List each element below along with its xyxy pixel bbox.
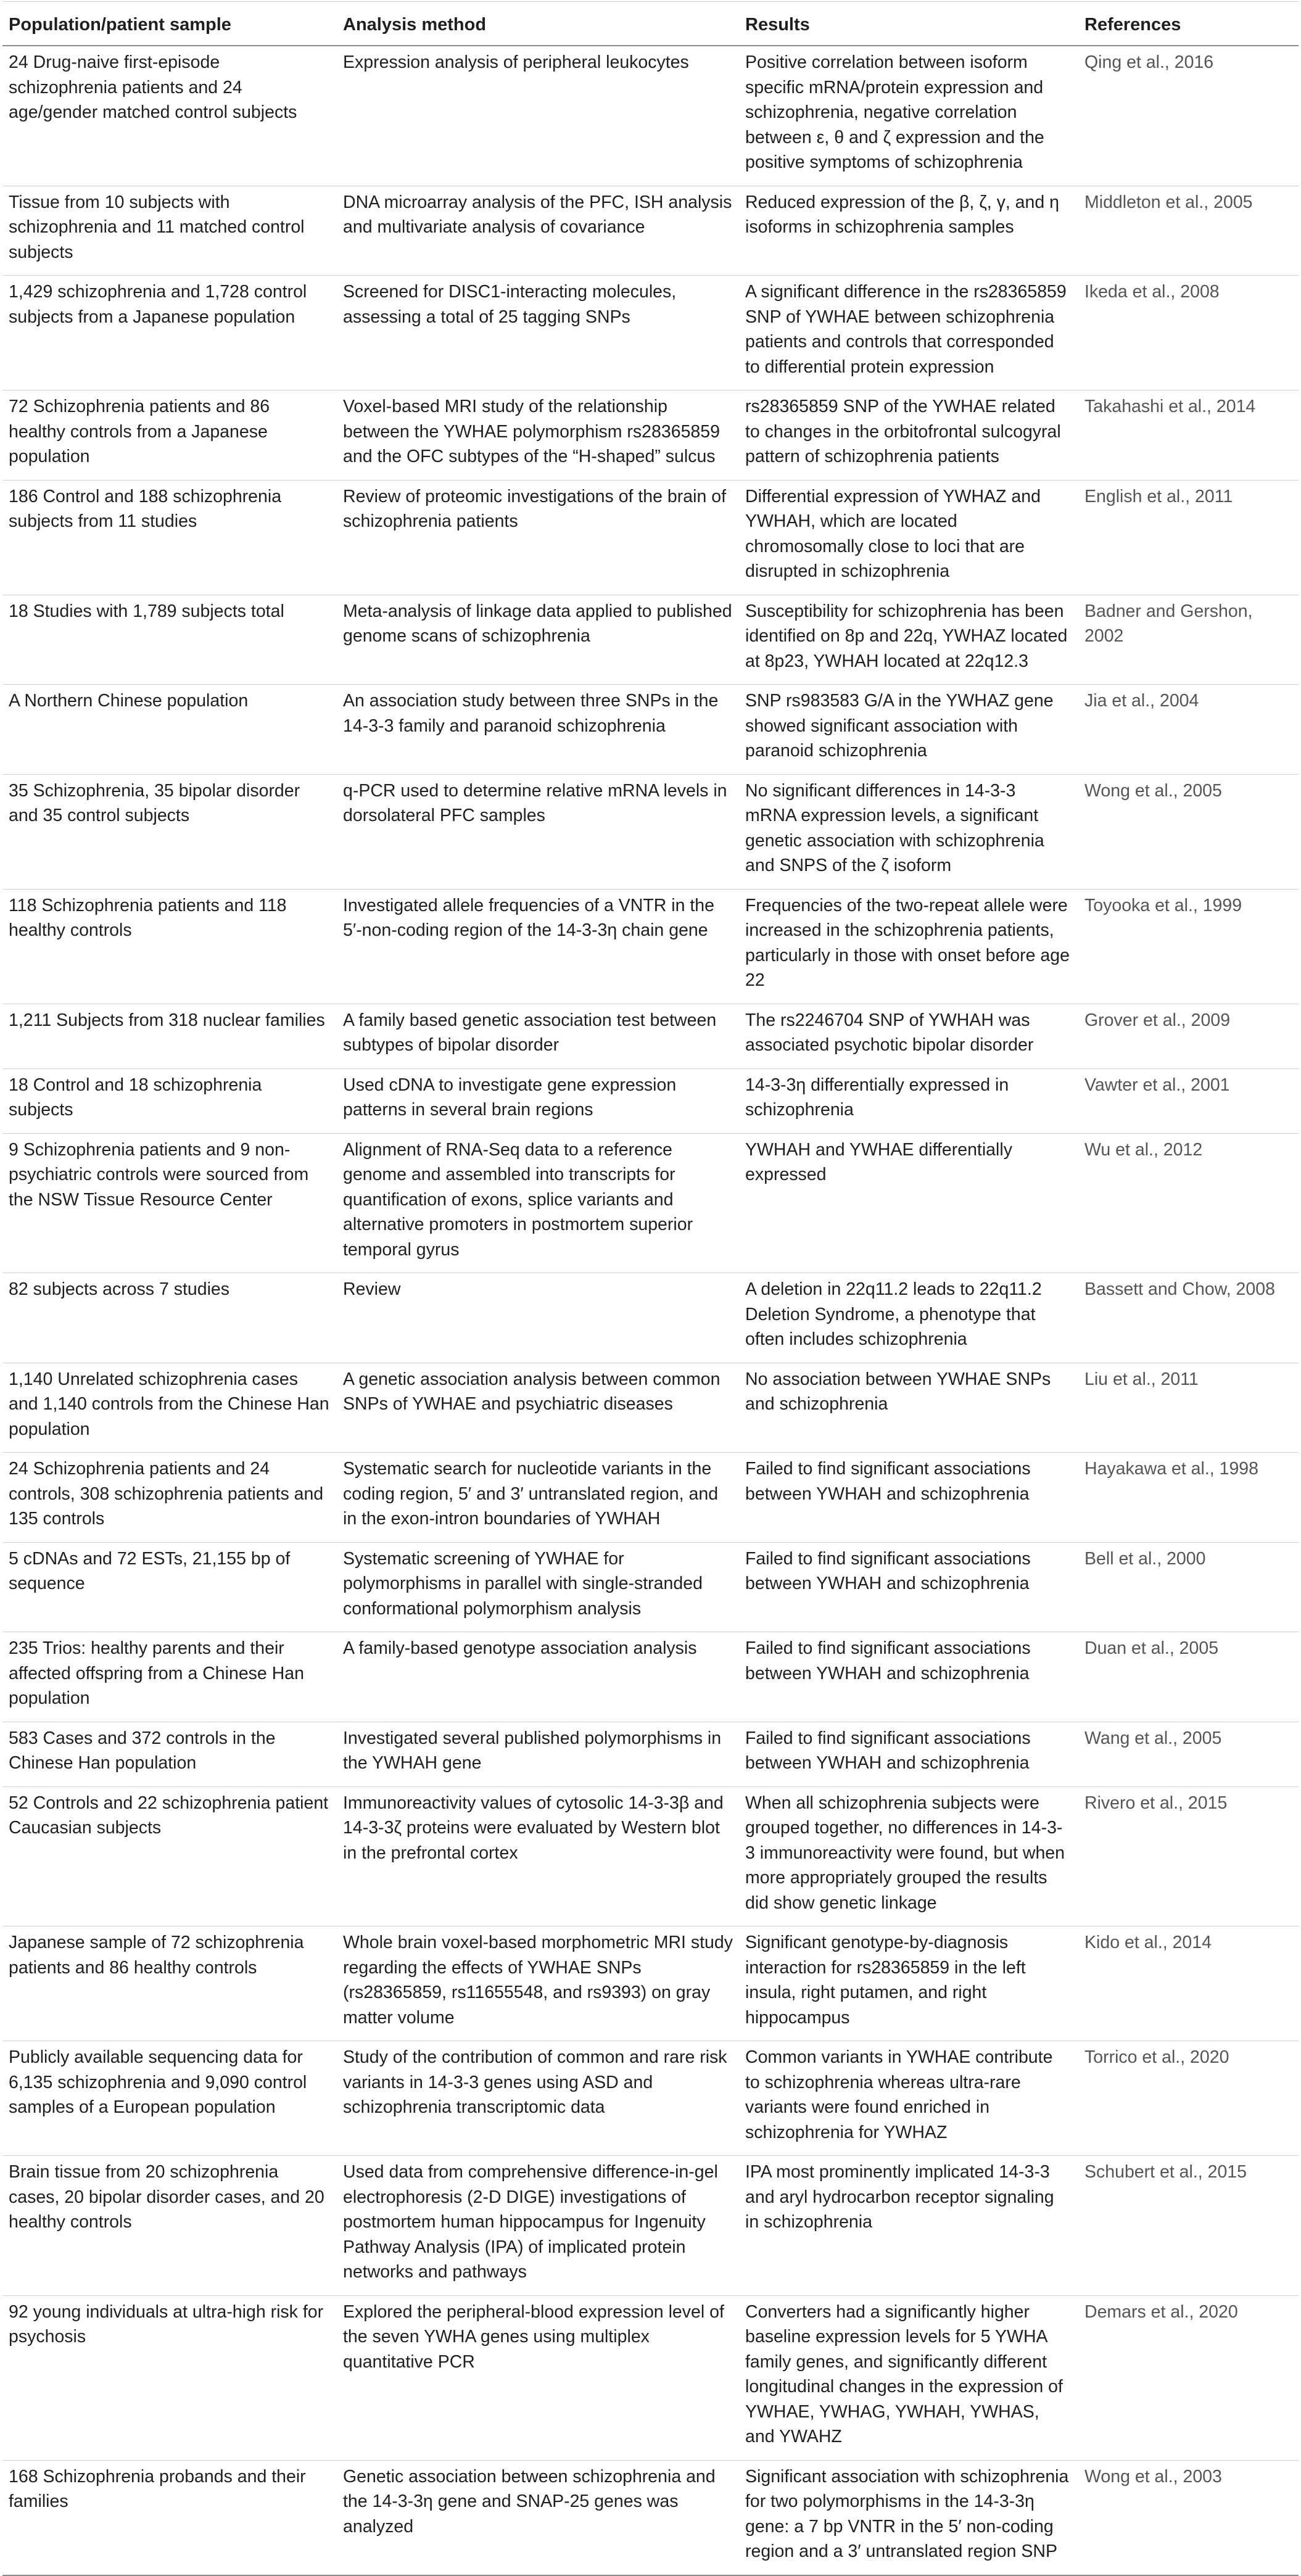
cell-results: Positive correlation between isoform specific mRNA/protein expression and schizophrenia, negative correlation between ε, θ and ζ expression and the positive symptoms of schizophrenia [739,46,1078,186]
cell-population: 92 young individuals at ultra-high risk for psychosis [2,2295,337,2460]
table-row [2,2460,1299,2575]
table-row [2,685,1299,775]
cell-method: q-PCR used to determine relative mRNA levels in dorsolateral PFC samples [337,774,739,889]
cell-reference: Rivero et al., 2015 [1078,1786,1299,1926]
cell-method: Whole brain voxel-based morphometric MRI study regarding the effects of YWHAE SNPs (rs28365859, rs11655548, and rs9393) on gray matter volume [337,1926,739,2041]
cell-results: Frequencies of the two-repeat allele were increased in the schizophrenia patients, particularly in those with onset before age 22 [739,889,1078,1004]
header-references: References [1078,2,1299,46]
cell-population: A Northern Chinese population [2,685,337,775]
cell-reference: Takahashi et al., 2014 [1078,390,1299,481]
cell-method: Systematic screening of YWHAE for polymorphisms in parallel with single-stranded conformational polymorphism analysis [337,1542,739,1632]
table-row [2,1133,1299,1273]
cell-reference: Wong et al., 2003 [1078,2460,1299,2575]
cell-population: Japanese sample of 72 schizophrenia patients and 86 healthy controls [2,1926,337,2041]
cell-reference: Wu et al., 2012 [1078,1133,1299,1273]
cell-results: No association between YWHAE SNPs and schizophrenia [739,1363,1078,1453]
table-row [2,1273,1299,1363]
cell-method: Genetic association between schizophrenia and the 14-3-3η gene and SNAP-25 genes was analyzed [337,2460,739,2575]
cell-results: SNP rs983583 G/A in the YWHAZ gene showed significant association with paranoid schizophrenia [739,685,1078,775]
cell-reference: Wong et al., 2005 [1078,774,1299,889]
cell-results: A significant difference in the rs28365859 SNP of YWHAE between schizophrenia patients and controls that corresponded to differential protein expression [739,276,1078,390]
cell-reference: Bell et al., 2000 [1078,1542,1299,1632]
cell-reference: Hayakawa et al., 1998 [1078,1453,1299,1543]
cell-reference: Kido et al., 2014 [1078,1926,1299,2041]
cell-reference: Schubert et al., 2015 [1078,2156,1299,2296]
cell-reference: Wang et al., 2005 [1078,1722,1299,1786]
cell-population: 18 Control and 18 schizophrenia subjects [2,1068,337,1133]
table-row [2,774,1299,889]
cell-reference: Duan et al., 2005 [1078,1632,1299,1722]
cell-method: Review [337,1273,739,1363]
cell-results: When all schizophrenia subjects were grouped together, no differences in 14-3-3 immunoreactivity were found, but when more appropriately grouped the results did show genetic linkage [739,1786,1078,1926]
cell-method: A family-based genotype association analysis [337,1632,739,1722]
cell-results: Differential expression of YWHAZ and YWHAH, which are located chromosomally close to loci that are disrupted in schizophrenia [739,480,1078,595]
cell-results: Susceptibility for schizophrenia has been identified on 8p and 22q, YWHAZ located at 8p23, YWHAH located at 22q12.3 [739,595,1078,685]
cell-method: Study of the contribution of common and rare risk variants in 14-3-3 genes using ASD and schizophrenia transcriptomic data [337,2041,739,2156]
cell-reference: Demars et al., 2020 [1078,2295,1299,2460]
cell-method: Investigated several published polymorphisms in the YWHAH gene [337,1722,739,1786]
cell-population: 18 Studies with 1,789 subjects total [2,595,337,685]
table-row [2,1632,1299,1722]
header-method: Analysis method [337,2,739,46]
table-row [2,889,1299,1004]
cell-method: Screened for DISC1-interacting molecules, assessing a total of 25 tagging SNPs [337,276,739,390]
cell-population: 186 Control and 188 schizophrenia subjects from 11 studies [2,480,337,595]
cell-population: 35 Schizophrenia, 35 bipolar disorder and 35 control subjects [2,774,337,889]
table-row [2,1453,1299,1543]
cell-method: Immunoreactivity values of cytosolic 14-3-3β and 14-3-3ζ proteins were evaluated by Western blot in the prefrontal cortex [337,1786,739,1926]
cell-method: Explored the peripheral-blood expression level of the seven YWHA genes using multiplex quantitative PCR [337,2295,739,2460]
cell-method: Used cDNA to investigate gene expression patterns in several brain regions [337,1068,739,1133]
schizophrenia-studies-table [2,1,1299,2576]
cell-population: 24 Drug-naive first-episode schizophrenia patients and 24 age/gender matched control subjects [2,46,337,186]
cell-reference: Grover et al., 2009 [1078,1004,1299,1068]
cell-results: Significant association with schizophrenia for two polymorphisms in the 14-3-3η gene: a 7 bp VNTR in the 5′ non-coding region and a 3′ untranslated region SNP [739,2460,1078,2575]
table-body [2,46,1299,2575]
table-row [2,1542,1299,1632]
cell-reference: Badner and Gershon, 2002 [1078,595,1299,685]
cell-results: Failed to find significant associations between YWHAH and schizophrenia [739,1722,1078,1786]
cell-method: An association study between three SNPs in the 14-3-3 family and paranoid schizophrenia [337,685,739,775]
cell-population: 583 Cases and 372 controls in the Chinese Han population [2,1722,337,1786]
table-row [2,46,1299,186]
cell-population: 9 Schizophrenia patients and 9 non-psychiatric controls were sourced from the NSW Tissue Resource Center [2,1133,337,1273]
cell-population: 24 Schizophrenia patients and 24 controls, 308 schizophrenia patients and 135 controls [2,1453,337,1543]
cell-method: Systematic search for nucleotide variants in the coding region, 5′ and 3′ untranslated region, and in the exon-intron boundaries of YWHAH [337,1453,739,1543]
cell-reference: Jia et al., 2004 [1078,685,1299,775]
cell-population: 82 subjects across 7 studies [2,1273,337,1363]
cell-results: Failed to find significant associations between YWHAH and schizophrenia [739,1542,1078,1632]
table-row [2,1004,1299,1068]
table-row [2,390,1299,481]
cell-reference: Liu et al., 2011 [1078,1363,1299,1453]
cell-population: 1,140 Unrelated schizophrenia cases and 1,140 controls from the Chinese Han population [2,1363,337,1453]
cell-results: No significant differences in 14-3-3 mRNA expression levels, a significant genetic association with schizophrenia and SNPS of the ζ isoform [739,774,1078,889]
cell-reference: Toyooka et al., 1999 [1078,889,1299,1004]
cell-population: 1,211 Subjects from 318 nuclear families [2,1004,337,1068]
header-row [2,2,1299,46]
cell-results: A deletion in 22q11.2 leads to 22q11.2 Deletion Syndrome, a phenotype that often includes schizophrenia [739,1273,1078,1363]
header-results: Results [739,2,1078,46]
cell-results: The rs2246704 SNP of YWHAH was associated psychotic bipolar disorder [739,1004,1078,1068]
cell-reference: Ikeda et al., 2008 [1078,276,1299,390]
cell-results: Common variants in YWHAE contribute to schizophrenia whereas ultra-rare variants were found enriched in schizophrenia for YWHAZ [739,2041,1078,2156]
cell-reference: Vawter et al., 2001 [1078,1068,1299,1133]
cell-method: A genetic association analysis between common SNPs of YWHAE and psychiatric diseases [337,1363,739,1453]
cell-method: A family based genetic association test between subtypes of bipolar disorder [337,1004,739,1068]
cell-population: 72 Schizophrenia patients and 86 healthy controls from a Japanese population [2,390,337,481]
cell-results: 14-3-3η differentially expressed in schizophrenia [739,1068,1078,1133]
cell-method: Expression analysis of peripheral leukocytes [337,46,739,186]
cell-method: Alignment of RNA-Seq data to a reference genome and assembled into transcripts for quantification of exons, splice variants and alternative promoters in postmortem superior temporal gyrus [337,1133,739,1273]
cell-results: Converters had a significantly higher baseline expression levels for 5 YWHA family genes, and significantly different longitudinal changes in the expression of YWHAE, YWHAG, YWHAH, YWHAS, and YWAHZ [739,2295,1078,2460]
cell-results: Reduced expression of the β, ζ, γ, and η isoforms in schizophrenia samples [739,186,1078,276]
table-row [2,1363,1299,1453]
cell-population: 168 Schizophrenia probands and their families [2,2460,337,2575]
table-header [2,2,1299,46]
cell-reference: Middleton et al., 2005 [1078,186,1299,276]
table-row [2,2041,1299,2156]
cell-method: Used data from comprehensive difference-in-gel electrophoresis (2-D DIGE) investigations of postmortem human hippocampus for Ingenuity Pathway Analysis (IPA) of implicated protein networks and pathways [337,2156,739,2296]
cell-population: 52 Controls and 22 schizophrenia patient Caucasian subjects [2,1786,337,1926]
cell-results: rs28365859 SNP of the YWHAE related to changes in the orbitofrontal sulcogyral pattern of schizophrenia patients [739,390,1078,481]
cell-reference: English et al., 2011 [1078,480,1299,595]
cell-population: 118 Schizophrenia patients and 118 healthy controls [2,889,337,1004]
cell-reference: Bassett and Chow, 2008 [1078,1273,1299,1363]
cell-population: 235 Trios: healthy parents and their affected offspring from a Chinese Han population [2,1632,337,1722]
cell-method: Investigated allele frequencies of a VNTR in the 5′-non-coding region of the 14-3-3η chain gene [337,889,739,1004]
cell-population: 5 cDNAs and 72 ESTs, 21,155 bp of sequence [2,1542,337,1632]
cell-method: DNA microarray analysis of the PFC, ISH analysis and multivariate analysis of covariance [337,186,739,276]
table-row [2,1926,1299,2041]
cell-population: Publicly available sequencing data for 6,135 schizophrenia and 9,090 control samples of a European population [2,2041,337,2156]
table-row [2,595,1299,685]
cell-reference: Torrico et al., 2020 [1078,2041,1299,2156]
cell-population: 1,429 schizophrenia and 1,728 control subjects from a Japanese population [2,276,337,390]
cell-method: Review of proteomic investigations of the brain of schizophrenia patients [337,480,739,595]
cell-population: Brain tissue from 20 schizophrenia cases, 20 bipolar disorder cases, and 20 healthy controls [2,2156,337,2296]
cell-results: YWHAH and YWHAE differentially expressed [739,1133,1078,1273]
table-row [2,1786,1299,1926]
cell-results: IPA most prominently implicated 14-3-3 and aryl hydrocarbon receptor signaling in schizophrenia [739,2156,1078,2296]
table-row [2,2295,1299,2460]
cell-method: Meta-analysis of linkage data applied to published genome scans of schizophrenia [337,595,739,685]
table-row [2,276,1299,390]
cell-reference: Qing et al., 2016 [1078,46,1299,186]
cell-results: Failed to find significant associations between YWHAH and schizophrenia [739,1453,1078,1543]
cell-results: Significant genotype-by-diagnosis interaction for rs28365859 in the left insula, right putamen, and right hippocampus [739,1926,1078,2041]
table-row [2,1068,1299,1133]
cell-population: Tissue from 10 subjects with schizophrenia and 11 matched control subjects [2,186,337,276]
table-row [2,2156,1299,2296]
table-row [2,1722,1299,1786]
table-row [2,186,1299,276]
table-row [2,480,1299,595]
cell-results: Failed to find significant associations between YWHAH and schizophrenia [739,1632,1078,1722]
cell-method: Voxel-based MRI study of the relationship between the YWHAE polymorphism rs28365859 and the OFC subtypes of the “H-shaped” sulcus [337,390,739,481]
header-population: Population/patient sample [2,2,337,46]
